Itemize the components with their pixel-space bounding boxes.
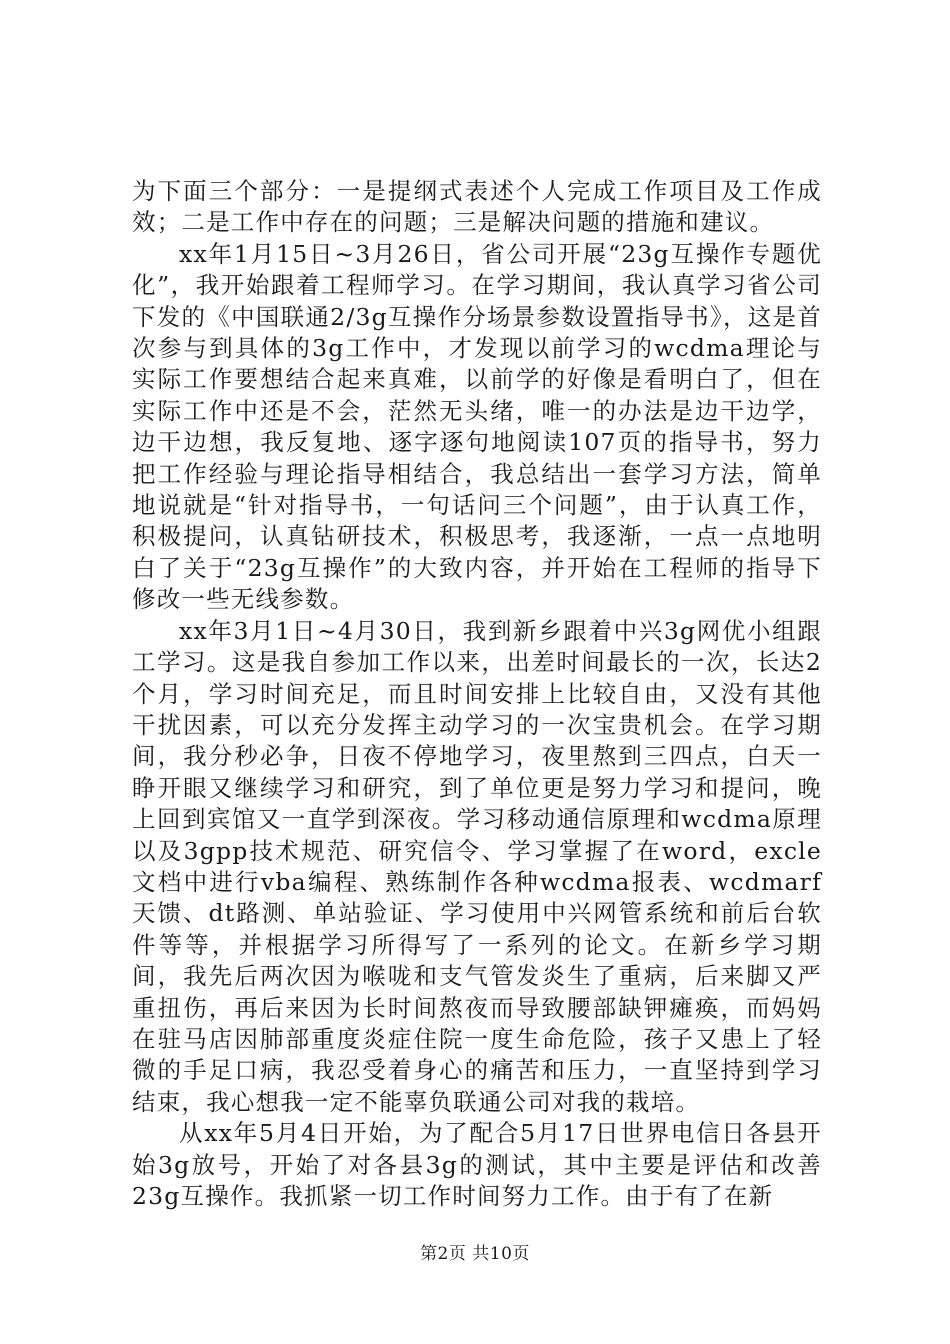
paragraph-xinxiang-training: xx年3月1日~4月30日，我到新乡跟着中兴3g网优小组跟工学习。这是我自参加工作以来，出差时间最长的一次，长达2个月，学习时间充足，而且时间安排上比较自由，又没有其他干扰因素，可以充分发挥主动学习的一次宝贵机会。在学习期间，我分秒必争，日夜不停地学习，夜里熬到三四点，白天一睁开眼又继续学习和研究，到了单位更是努力学习和提问，晚上回到宾馆又一直学到深夜。学习移动通信原理和wcdma原理以及3gpp技术规范、研究信令、学习掌握了在word，excle文档中进行vba编程、熟练制作各种wcdma报表、wcdmarf天馈、dt路测、单站验证、学习使用中兴网管系统和前后台软件等等，并根据学习所得写了一系列的论文。在新乡学习期间，我先后两次因为喉咙和支气管发炎生了重病，后来脚又严重扭伤，再后来因为长时间熬夜而导致腰部缺钾瘫痪，而妈妈在驻马店因肺部重度炎症住院一度生命危险，孩子又患上了轻微的手足口病，我忍受着身心的痛苦和压力，一直坚持到学习结束，我心想我一定不能辜负联通公司对我的栽培。 bbox=[132, 616, 822, 1116]
paragraph-interop-optimization: xx年1月15日~3月26日，省公司开展“23g互操作专题优化”，我开始跟着工程师学习。在学习期间，我认真学习省公司下发的《中国联通2/3g互操作分场景参数设置指导书》，这是首次参与到具体的3g工作中，才发现以前学习的wcdma理论与实际工作要想结合起来真难，以前学的好像是看明白了，但在实际工作中还是不会，茫然无头绪，唯一的办法是边干边学，边干边想，我反复地、逐字逐句地阅读107页的指导书，努力把工作经验与理论指导相结合，我总结出一套学习方法，简单地说就是“针对指导书，一句话问三个问题”，由于认真工作，积极提问，认真钻研技术，积极思考，我逐渐，一点一点地明白了关于“23g互操作”的大致内容，并开始在工程师的指导下修改一些无线参数。 bbox=[132, 239, 822, 614]
paragraph-continued: 为下面三个部分：一是提纲式表述个人完成工作项目及工作成效；二是工作中存在的问题；三是解决问题的措施和建议。 bbox=[132, 177, 822, 237]
page-footer: 第2页 共10页 bbox=[420, 1244, 530, 1264]
paragraph-county-testing: 从xx年5月4日开始，为了配合5月17日世界电信日各县开始3g放号，开始了对各县3g的测试，其中主要是评估和改善23g互操作。我抓紧一切工作时间努力工作。由于有了在新 bbox=[132, 1119, 822, 1210]
document-body bbox=[132, 176, 822, 1212]
